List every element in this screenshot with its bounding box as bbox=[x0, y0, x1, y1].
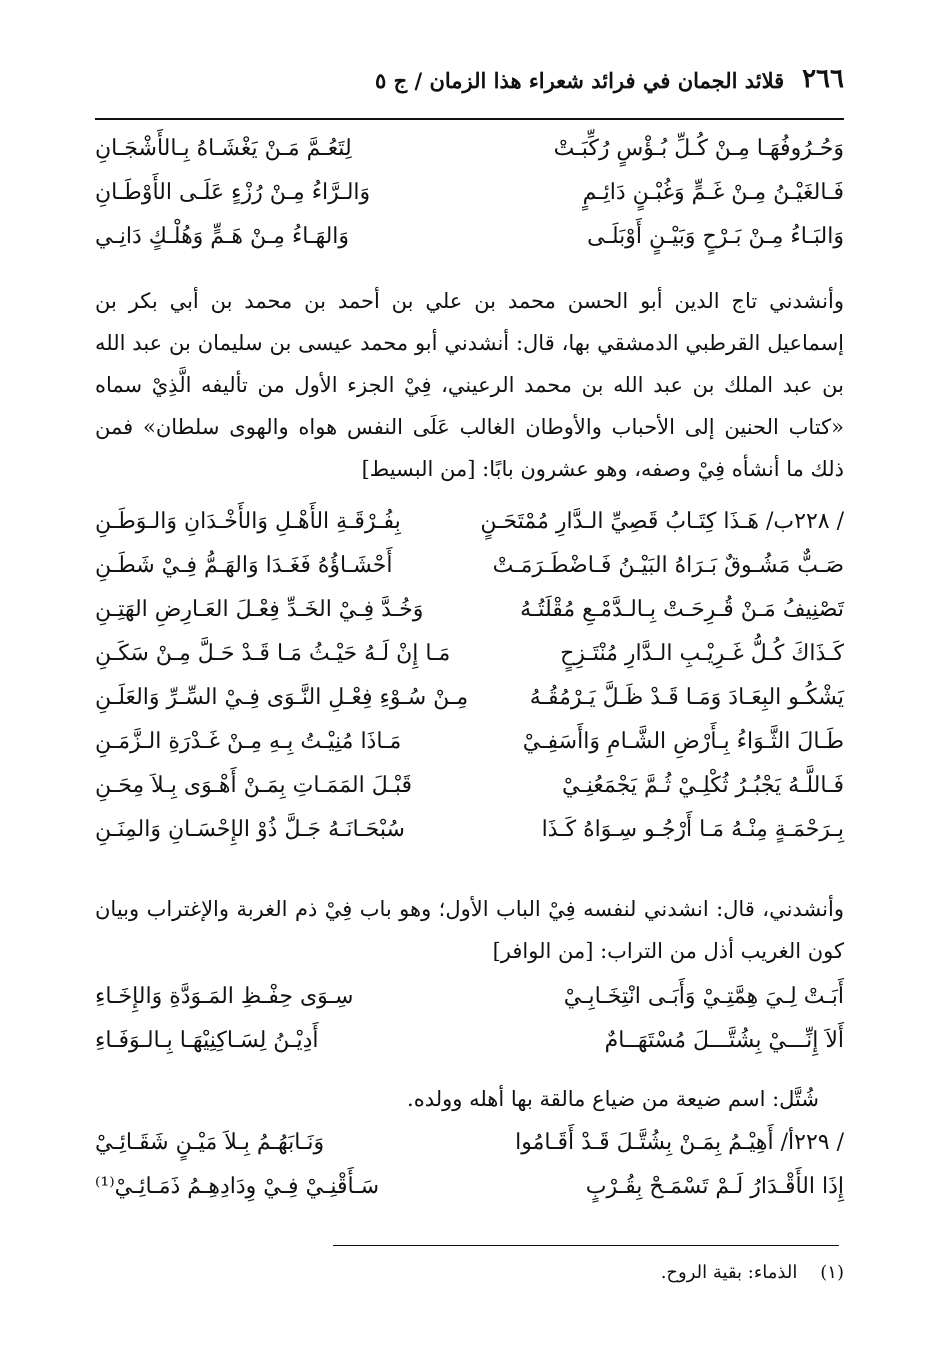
second-hemistich: مِـنْ سُـوْءِ فِعْـلِ النَّـوَى فِـيْ السِّـرِّ وَالعَلَـنِ bbox=[95, 685, 469, 710]
second-hemistich: وَالهَـاءُ مِـنْ هَـمٍّ وَهُلْـكٍ دَانِـي bbox=[95, 224, 350, 249]
second-hemistich: سِـوَى حِفْـظِ المَـوَدَّةِ وَالإِخَـاءِ bbox=[95, 984, 354, 1009]
verse-line bbox=[95, 681, 844, 725]
verse-line bbox=[95, 220, 844, 264]
second-hemistich: أَحْشَـاؤُهُ فَغَـدَا وَالهَـمُّ فِـيْ شَطَـنِ bbox=[95, 553, 393, 578]
poem-3 bbox=[95, 980, 844, 1068]
header-rule bbox=[95, 118, 844, 120]
footnote-text: الذماء: بقية الروح. bbox=[660, 1262, 798, 1283]
first-hemistich: / ٢٢٨ب/ هَـذَا كِتَـابُ قَصِيِّ الـدَّارِ مُمْتَحَـنٍ bbox=[480, 509, 844, 534]
first-hemistich: أَلاَ إِنِّـــيْ بِشُتَّـــلَ مُسْتَهَــامٌ bbox=[604, 1028, 844, 1053]
page-number: ٢٦٦ bbox=[802, 64, 844, 94]
second-hemistich: وَخُـدَّ فِـيْ الخَـدِّ فِعْـلَ العَـارِضِ الهَتِـنِ bbox=[95, 597, 424, 622]
poem-4 bbox=[95, 1126, 844, 1214]
poem-2 bbox=[95, 505, 844, 857]
page-header bbox=[95, 62, 844, 106]
verse-line bbox=[95, 813, 844, 857]
verse-line bbox=[95, 593, 844, 637]
second-hemistich: مَـاذَا مُنِيْـتُ بِـهِ مِـنْ غَـدْرَةِ الـزَّمَـنِ bbox=[95, 729, 402, 754]
second-hemistich: قَبْـلَ المَمَـاتِ بِمَـنْ أَهْـوَى بِـلاَ مِحَـنِ bbox=[95, 773, 412, 798]
verse-line bbox=[95, 1170, 844, 1214]
verse-line bbox=[95, 132, 844, 176]
footnote bbox=[661, 1262, 844, 1283]
footnote-marker: (١) bbox=[820, 1262, 844, 1283]
second-hemistich: سَـأَقْنِـيْ فِـيْ وِدَادِهِـمُ ذَمَـائِـيْ⁽¹⁾ bbox=[95, 1174, 380, 1199]
second-hemistich: أَدِيْـنُ لِسَـاكِنِيْهَـا بِـالـوَفَـاءِ bbox=[95, 1028, 319, 1053]
paragraph-text: وأنشدني، قال: انشدني لنفسه فِيْ الباب الأول؛ وهو باب فِيْ ذم الغربة والإغتراب وبيان كون الغريب أذل من التراب: [من الوافر] bbox=[95, 897, 844, 963]
verse-line bbox=[95, 980, 844, 1024]
prose-paragraph-1 bbox=[95, 280, 844, 490]
first-hemistich: بِـرَحْمَـةٍ مِنْـهُ مَـا أَرْجُـو سِـوَاهُ كَـذَا bbox=[541, 817, 844, 842]
second-hemistich: وَالـرَّاءُ مِـنْ رُزْءٍ عَلَـى الأَوْطَـانِ bbox=[95, 180, 371, 205]
running-title: قلائد الجمان في فرائد شعراء هذا الزمان / ج ٥ bbox=[375, 68, 785, 93]
first-hemistich: وَالبَـاءُ مِـنْ بَـرْحٍ وَبَيْـنٍ أَوْبَلَـى bbox=[587, 224, 844, 249]
first-hemistich: فَـالغَيْـنُ مِـنْ غَـمٍّ وَغُبْـنٍ دَائِـمٍ bbox=[582, 180, 844, 205]
verse-line bbox=[95, 549, 844, 593]
first-hemistich: يَشْكُـو البِعَـادَ وَمَـا قَـدْ ظَـلَّ يَـرْمُقُـهُ bbox=[529, 685, 844, 710]
first-hemistich: فَـاللَّـهُ يَجْبُـرُ ثُكْلِـيْ ثُـمَّ يَجْمَعُنِـيْ bbox=[561, 773, 844, 798]
verse-line bbox=[95, 725, 844, 769]
verse-line bbox=[95, 1024, 844, 1068]
prose-paragraph-2 bbox=[95, 888, 844, 972]
paragraph-text: وأنشدني تاج الدين أبو الحسن محمد بن علي بن أحمد بن محمد بن أبي بكر بن إسماعيل القرطبي الدمشقي بها، قال: أنشدني أبو محمد عيسى بن سليمان بن عبد الله بن عبد الملك بن عبد الله بن محمد الرعيني، فِيْ الجزء الأول من تأليفه الَّذِيْ سماه «كتاب الحنين إلى الأحباب والأوطان الغالب عَلَى النفس هواه والهوى سلطان» فمن ذلك ما أنشأه فِيْ وصفه، وهو عشرون بابًا: [من البسيط] bbox=[95, 289, 844, 481]
first-hemistich: أَبَـتْ لِـيَ هِمَّتِـيْ وَأَبَـى انْتِخَـابِـيْ bbox=[563, 984, 844, 1009]
second-hemistich: مَـا إِنْ لَـهُ حَيْـثُ مَـا قَـدْ حَـلَّ مِـنْ سَكَـنِ bbox=[95, 641, 451, 666]
gloss-note bbox=[95, 1078, 819, 1120]
first-hemistich: كَـذَاكَ كُـلُّ غَـرِيْـبِ الـدَّارِ مُنْتَـزِحٍ bbox=[560, 641, 844, 666]
first-hemistich: / ٢٢٩أ/ أَهِيْـمُ بِمَـنْ بِشُتَّـلَ قَـدْ أَقَـامُوا bbox=[515, 1130, 844, 1155]
verse-line bbox=[95, 1126, 844, 1170]
first-hemistich: تَصْنِيفُ مَـنْ قُـرِحَـتْ بِـالـدَّمْـعِ مُقْلَتُـهُ bbox=[520, 597, 844, 622]
first-hemistich: إِذَا الأَقْـدَارُ لَـمْ تَسْمَـحْ بِقُـرْبٍ bbox=[585, 1174, 844, 1199]
verse-line bbox=[95, 176, 844, 220]
gloss-text: شُتَّل: اسم ضيعة من ضياع مالقة بها أهله وولده. bbox=[407, 1087, 819, 1111]
verse-line bbox=[95, 637, 844, 681]
second-hemistich: وَنَـابَهُـمُ بِـلاَ مَيْـنٍ شَقَـائِـيْ bbox=[95, 1130, 325, 1155]
second-hemistich: سُبْحَـانَـهُ جَـلَّ ذُوْ الإِحْسَـانِ وَالمِنَـنِ bbox=[95, 817, 405, 842]
first-hemistich: وَحُـرُوفُهَـا مِـنْ كُـلِّ بُـؤْسٍ رُكِّبَـتْ bbox=[553, 136, 844, 161]
second-hemistich: بِفُـرْقَـةِ الأَهْـلِ وَالأَخْـدَانِ وَالـوَطَـنِ bbox=[95, 509, 401, 534]
verse-line bbox=[95, 505, 844, 549]
first-hemistich: صَـبٌّ مَشُـوقٌ بَـرَاهُ البَيْـنُ فَـاضْطَـرَمَـتْ bbox=[492, 553, 844, 578]
footnote-rule bbox=[333, 1245, 839, 1246]
poem-1 bbox=[95, 132, 844, 264]
verse-line bbox=[95, 769, 844, 813]
first-hemistich: طَـالَ الثَّـوَاءُ بِـأَرْضِ الشَّـامِ وَاأَسَفِـيْ bbox=[522, 729, 844, 754]
second-hemistich: لِتَعُـمَّ مَـنْ يَغْشَـاهُ بِـالأَشْجَـانِ bbox=[95, 136, 352, 161]
